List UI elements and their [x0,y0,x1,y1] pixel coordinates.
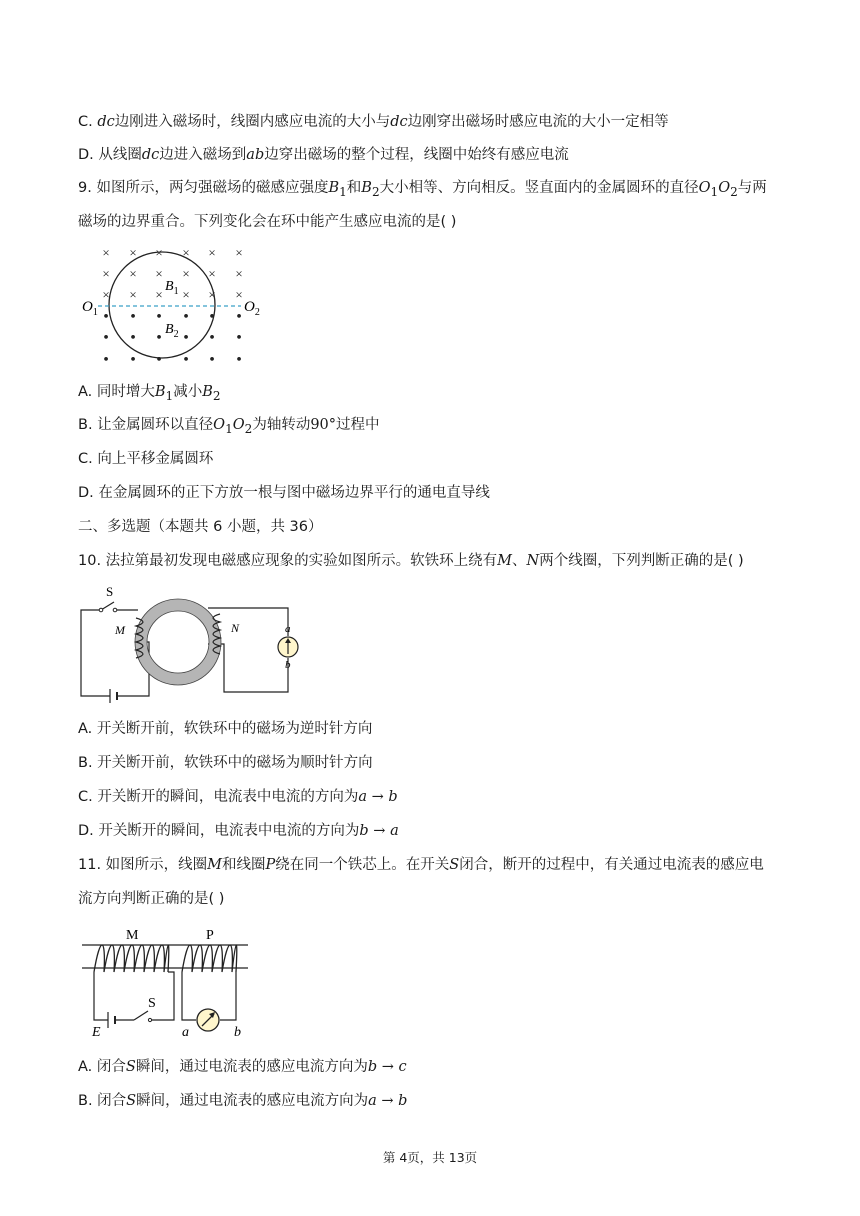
q11-option-b: B. 闭合S瞬间，通过电流表的感应电流方向为a → b [78,1093,408,1109]
q11-coils-figure [78,922,258,1042]
section-heading-multi-choice: 二、多选题（本题共 6 小题，共 36） [78,519,323,535]
switch-pivot [99,608,103,612]
field-cross-symbol: × [182,265,190,281]
field-dot-symbol: • [236,351,242,369]
field-dot-symbol: • [103,308,109,326]
label-a: a [285,623,291,635]
q9-stem-line2: 磁场的边界重合。下列变化会在环中能产生感应电流的是( ) [78,214,457,230]
field-cross-symbol: × [155,286,163,302]
field-cross-symbol: × [235,244,243,260]
field-cross-symbol: × [102,286,110,302]
field-cross-symbol: × [102,244,110,260]
field-cross-symbol: × [129,244,137,260]
q10-option-d: D. 开关断开的瞬间，电流表中电流的方向为b → a [78,823,399,839]
label-p: P [206,928,214,943]
field-cross-symbol: × [235,286,243,302]
field-cross-symbol: × [129,265,137,281]
q10-option-a: A. 开关断开前，软铁环中的磁场为逆时针方向 [78,721,373,737]
field-dot-symbol: • [183,329,189,347]
p-circuit-wire [182,972,196,1020]
field-dot-symbol: • [130,308,136,326]
left-circuit-wire [81,610,110,696]
field-dot-symbol: • [236,329,242,347]
label-a: a [182,1025,189,1040]
field-dot-symbol: • [130,329,136,347]
q9-stem-line1: 9. 如图所示，两匀强磁场的磁感应强度$B_1$和$B_2$大小相等、方向相反。竖直面内的金属圆环的直径$O_1O_2$与两 [78,180,767,199]
field-dot-symbol: • [236,308,242,326]
label-b1: $B_1$ [165,279,179,297]
field-dot-symbol: • [156,308,162,326]
q8-option-c: C. dc边刚进入磁场时，线圈内感应电流的大小与dc边刚穿出磁场时感应电流的大小一定相等 [78,114,669,130]
field-symbols [102,245,242,369]
page-footer: 第 4页，共 13页 [382,1150,478,1165]
field-dot-symbol: • [209,351,215,369]
field-dot-symbol: • [103,329,109,347]
field-dot-symbol: • [209,329,215,347]
q9-option-a: A. 同时增大$B_1$减小$B_2$ [78,384,221,403]
label-s: S [148,996,156,1011]
q9-option-b: B. 让金属圆环以直径$O_1O_2$为轴转动90°过程中 [78,417,380,436]
field-cross-symbol: × [182,244,190,260]
field-cross-symbol: × [208,244,216,260]
q9-option-c: C. 向上平移金属圆环 [78,451,214,467]
field-cross-symbol: × [208,265,216,281]
label-m: M [115,623,125,637]
field-dot-symbol: • [183,308,189,326]
soft-iron-ring [141,605,215,679]
switch-contact [113,608,117,612]
q10-faraday-ring-figure [78,584,298,704]
field-dot-symbol: • [103,351,109,369]
q11-option-a: A. 闭合S瞬间，通过电流表的感应电流方向为b → c [78,1059,407,1075]
field-cross-symbol: × [155,265,163,281]
m-circuit-wire [94,972,108,1020]
field-cross-symbol: × [235,265,243,281]
label-m: M [126,928,139,943]
field-cross-symbol: × [129,286,137,302]
label-b: b [285,659,291,671]
q9-option-d: D. 在金属圆环的正下方放一根与图中磁场边界平行的通电直导线 [78,485,490,501]
q11-stem-line1: 11. 如图所示，线圈M和线圈P绕在同一个铁芯上。在开关S闭合，断开的过程中，有关通过电流表的感应电 [78,857,764,873]
label-o1: $O_1$ [82,299,98,318]
label-o2: $O_2$ [244,299,260,318]
switch-s-contact [148,1018,151,1021]
q9-magnetic-field-figure [78,244,278,374]
label-b2: $B_2$ [165,322,179,340]
field-dot-symbol: • [156,329,162,347]
field-cross-symbol: × [155,244,163,260]
field-dot-symbol: • [156,351,162,369]
field-cross-symbol: × [102,265,110,281]
field-dot-symbol: • [130,351,136,369]
q11-stem-line2: 流方向判断正确的是( ) [78,891,225,907]
label-s: S [106,584,114,599]
field-cross-symbol: × [208,286,216,302]
switch-s-lever [134,1011,148,1020]
label-e: E [92,1025,101,1040]
q10-option-c: C. 开关断开的瞬间，电流表中电流的方向为a → b [78,789,398,805]
label-b: b [234,1025,241,1040]
field-dot-symbol: • [183,351,189,369]
field-dot-symbol: • [209,308,215,326]
label-n: N [231,621,240,635]
field-cross-symbol: × [182,286,190,302]
q10-option-b: B. 开关断开前，软铁环中的磁场为顺时针方向 [78,755,373,771]
q8-option-d: D. 从线圈dc边进入磁场到ab边穿出磁场的整个过程，线圈中始终有感应电流 [78,147,569,163]
q10-stem: 10. 法拉第最初发现电磁感应现象的实验如图所示。软铁环上绕有M、N两个线圈，下列判断正确的是( ) [78,553,744,569]
